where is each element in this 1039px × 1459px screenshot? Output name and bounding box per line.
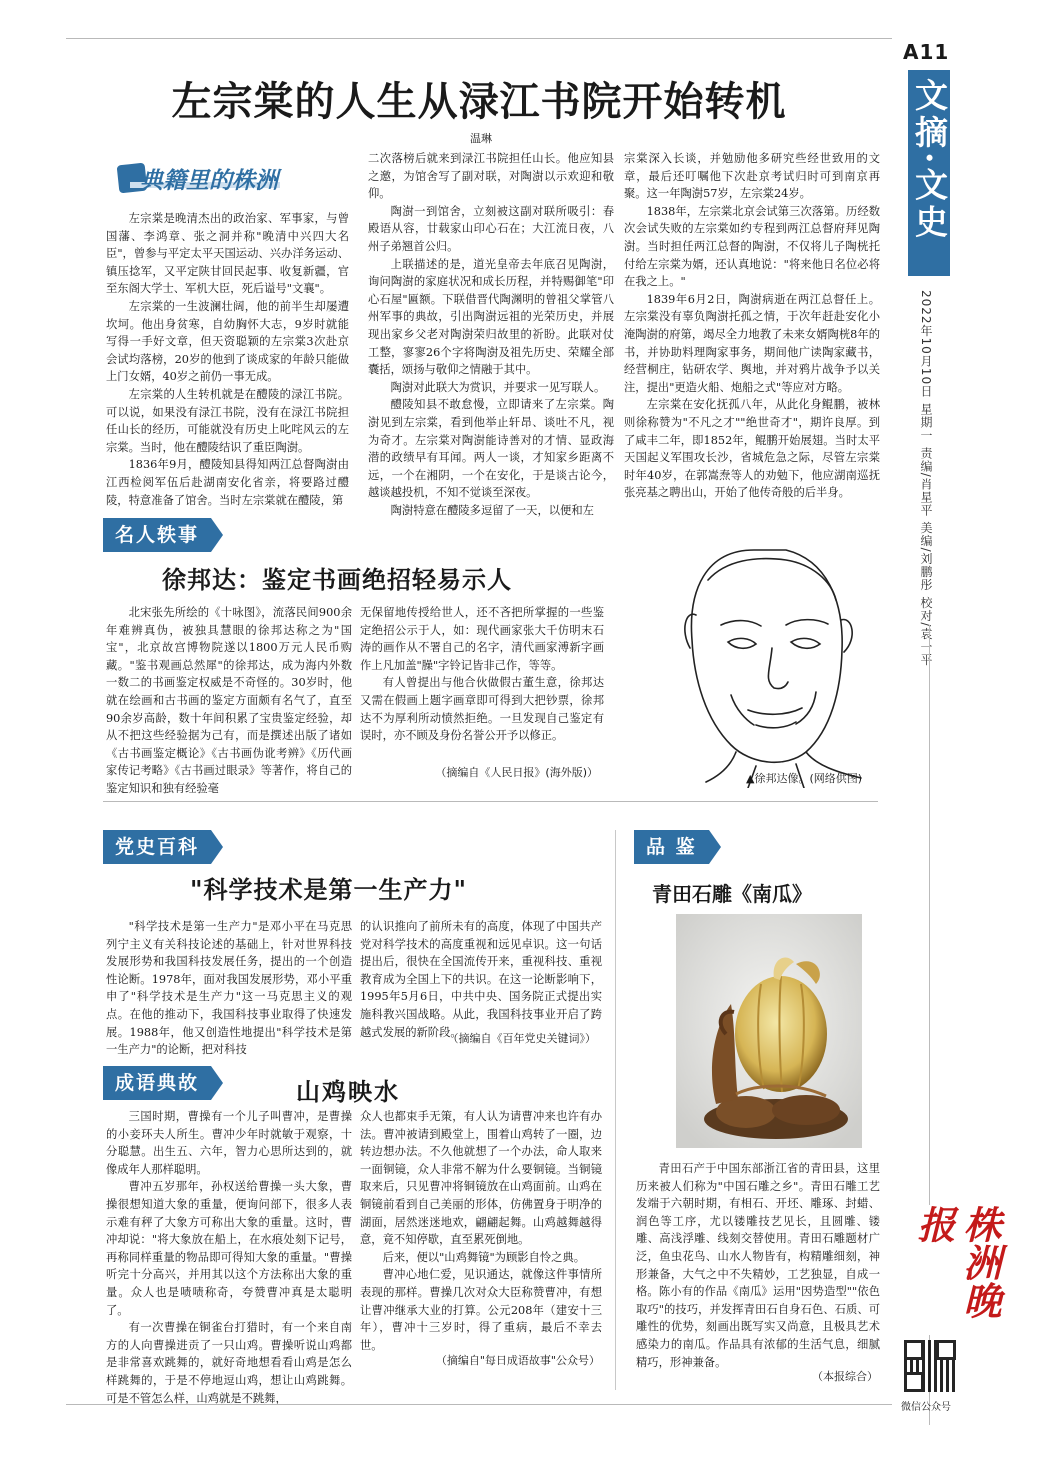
idiom-c2-p2: 后来，便以"山鸡舞镜"为顾影自怜之典。 [382, 1250, 586, 1264]
lead-c1-p1: 左宗棠是晚清杰出的政治家、军事家，与曾国藩、李鸿章、张之洞并称"晚清中兴四大名臣"，曾参与平定太平天国运动、兴办洋务运动、镇压捻军，又平定陕甘回民起事、收复新疆，官至东阁大学士、军机大臣，死后谥号"文襄"。 [106, 212, 349, 296]
section-title-block [908, 70, 950, 276]
divider-1 [103, 801, 878, 802]
appraisal-body [636, 1160, 880, 1371]
idiom-column-1 [106, 1108, 352, 1407]
lead-headline: 左宗棠的人生从渌江书院开始转机 [171, 79, 787, 125]
party-source: （摘编自《百年党史关键词》） [447, 1032, 596, 1045]
idiom-c2-p3: 曹冲心地仁爱，见识通达，就像这件事情所表现的那样。曹操几次对众大臣称赞曹冲，有想让曹冲继承大业的打算。公元208年（建安十三年），曹冲十三岁时，得了重病，最后不幸去世。 [360, 1268, 602, 1352]
lead-c2-p2: 陶澍一到馆舍，立刻被这副对联所吸引：春殿语从容，廿载家山印心石在；大江流日夜，八州子弟翘首公归。 [368, 204, 614, 253]
brand-logo [910, 1205, 1002, 1335]
lead-c2-p5: 醴陵知县不敢怠慢，立即请来了左宗棠。陶澍见到左宗棠，看到他举止轩昂、谈吐不凡，视为奇才。左宗棠对陶澍能诗善对的才情、显政海潜的政绩早有耳闻。两人一谈，才知家乡距离不远，一个在湘阴，一个在安化，于是谈古论今，越谈越投机，不知不觉谈至深夜。 [368, 398, 614, 500]
date-line: 2022年10月10日 星期一 责编/肖星平 美编/刘鹏彤 校对/袁一平 [919, 290, 933, 667]
celebrity-c2-p2: 有人曾提出与他合伙做假古董生意，徐邦达又需在假画上题字画章即可得到大把钞票，徐邦达不为厚利所动愤然拒绝。一旦发现自己鉴定有误时，亦不顾及身份名誉公开予以修正。 [360, 676, 604, 743]
lead-c3-p3: 1839年6月2日，陶澍病逝在两江总督任上。左宗棠没有辜负陶澍托孤之情，于次年赶赴安化小淹陶澍的府第，竭尽全力地教了未来女婿陶桄8年的书，并协助料理陶家事务，期间他广读陶家藏书，经营桐庄，钻研农学、舆地，并对鸦片战争予以关注，提出"更造火船、炮船之式"等应对方略。 [624, 292, 880, 394]
lead-c2-p4: 陶澍对此联大为赏识，并要求一见写联人。 [390, 380, 606, 394]
celebrity-tag: 名人轶事 [103, 518, 211, 552]
lead-c1-p3: 左宗棠的人生转机就是在醴陵的渌江书院。可以说，如果没有渌江书院，没有在渌江书院担任山长的经历，可能就没有历史上叱咤风云的左宗棠。当时，他在醴陵结识了重臣陶澍。 [106, 387, 349, 454]
celebrity-source: （摘编自《人民日报》(海外版)） [435, 766, 598, 779]
divider-vertical [615, 830, 616, 1390]
party-c2-p1: 的认识推向了前所未有的高度，体现了中国共产党对科学技术的高度重视和远见卓识。这一句话提出后，很快在全国流传开来，重视科技、重视教育成为全国上下的共识。在这一论断影响下，1995年5月6日，中共中央、国务院正式提出实施科教兴国战略。从此，我国科技事业开启了跨越式发展的新阶段。 [360, 920, 602, 1039]
lead-c2-p1: 二次落榜后就来到渌江书院担任山长。他应知县之邀，为馆舍写了副对联，对陶澍以示欢迎和敬仰。 [368, 152, 614, 201]
celebrity-c2-p1: 无保留地传授给世人，还不吝把所掌握的一些鉴定绝招公示于人，如：现代画家张大千仿明末石涛的画作从不署自己的名字，清代画家溥新字画作上凡加盖"臊"字铃记皆非己作，等等。 [360, 606, 604, 672]
top-rule [66, 38, 892, 39]
qr-code [904, 1340, 956, 1392]
qr-caption: 微信公众号 [901, 1402, 951, 1413]
appraisal-source: （本报综合） [812, 1370, 878, 1383]
brand-text: 株洲晚报 [911, 1205, 1002, 1319]
idiom-tag: 成语典故 [103, 1066, 211, 1100]
appraisal-headline: 青田石雕《南瓜》 [652, 882, 812, 906]
party-column-1 [106, 918, 352, 1059]
idiom-c1-p2: 曹冲五岁那年，孙权送给曹操一头大象，曹操很想知道大象的重量，便询问部下，很多人表示难有秤了大象方可称出大象的重量。这时，曹冲却说："将大象放在船上，在水痕处刻下记号，再称同样重量的物品即可得知大象的重量。"曹操听完十分高兴，并用其以这个方法称出大象的重量。众人也是啧啧称奇，夸赞曹冲真是太聪明了。 [106, 1180, 352, 1317]
party-c1-p1: "科学技术是第一生产力"是邓小平在马克思列宁主义有关科技论述的基础上，针对世界科技发展形势和我国科技发展任务，提出的一个创造性论断。1978年，面对我国发展形势，邓小平重申了"科学技术是生产力"这一马克思主义的观点。在他的推动下，我国科技事业取得了快速发展。1988年，他又创造性地提出"科学技术是第一生产力"的论断，把对科技 [106, 920, 352, 1057]
idiom-headline: 山鸡映水 [296, 1077, 400, 1106]
idiom-c2-p1: 众人也都束手无策，有人认为请曹冲来也许有办法。曹冲被请到殿堂上，围着山鸡转了一圈，边转边想办法。不久他就想了一个办法，命人取来一面铜镜，众人非常不解为什么要铜镜。当铜镜取来后，只见曹冲将铜镜放在山鸡面前。山鸡在铜镜前看到自己美丽的形体，仿佛置身于明净的湖面，居然迷迷地欢，翩翩起舞。山鸡越舞越得意，竟不知停歇，直至累死倒地。 [360, 1110, 602, 1247]
lead-c1-p4: 1836年9月，醴陵知县得知两江总督陶澍由江西检阅军伍后赴湖南安化省亲，将要路过醴陵，特意准备了馆舍。当时左宗棠就在醴陵，第 [106, 458, 349, 507]
celebrity-headline: 徐邦达：鉴定书画绝招轻易示人 [162, 565, 512, 594]
pumpkin-sculpture-photo [676, 914, 862, 1148]
celebrity-column-2 [360, 604, 604, 745]
party-tag: 党史百科 [103, 830, 211, 864]
lead-author: 温琳 [470, 132, 492, 145]
party-column-2 [360, 918, 602, 1041]
celebrity-c1-p1: 北宋张先所绘的《十咏图》，流落民间900余年难辨真伪，被独具慧眼的徐邦达称之为"国宝"，北京故宫博物院遂以1800万元人民币购藏。"鉴书观画总然犀"的徐邦达，成为海内外数一数二的书画鉴定权威是不奇怪的。30岁时，他就在绘画和古书画的鉴定方面颇有名气了，直至90余岁高龄，数十年间积累了宝贵鉴定经验，却从不把这些经验据为己有，而是撰述出版了诸如《古书画鉴定概论》《古书画伪讹考辨》《历代画家传记考略》《古书画过眼录》等著作，将自己的鉴定知识和独有经验毫 [106, 606, 352, 795]
appraisal-tag: 品 鉴 [634, 830, 709, 864]
lead-c3-p2: 1838年，左宗棠北京会试第三次落第。历经数次会试失败的左宗棠如约专程到两江总督府拜见陶澍。当时担任两江总督的陶澍，不仅将儿子陶桄托付给左宗棠为婿，还认真地说："将来他日名位必将在我之上。" [624, 204, 880, 289]
lead-c1-p2: 左宗棠的一生波澜壮阔，他的前半生却屡遭坎坷。他出身贫寒，自幼胸怀大志，9岁时就能写得一手好文章，但天资聪颖的左宗棠3次赴京会试均落榜，20岁的他到了谈成家的年龄只能做上门女婿，40岁之前仍一事无成。 [106, 299, 349, 384]
idiom-source: （摘编自"每日成语故事"公众号） [435, 1354, 600, 1367]
column-badge-text: 典籍里的株洲 [140, 168, 278, 194]
idiom-column-2 [360, 1108, 602, 1354]
lead-column-1 [106, 210, 349, 509]
lead-c3-p4: 左宗棠在安化抚孤八年，从此化身鲲鹏，被林则徐称赞为"不凡之才""绝世奇才"，期许良厚。到了咸丰二年，即1852年，鲲鹏开始展翅。当时太平天国起义军围攻长沙，省城危急之际，尽管左宗棠时年40岁，在郭嵩焘等人的劝勉下，他应湖南巡抚张亮基之聘出山，开始了他传奇般的后半身。 [624, 398, 880, 500]
lead-c2-p6: 陶澍特意在醴陵多逗留了一天，以便和左 [390, 503, 594, 517]
portrait-caption: ▲徐邦达像。(网络供图) [746, 772, 863, 785]
portrait-sketch [636, 520, 886, 788]
bottom-rule [66, 1404, 892, 1405]
page-number: A11 [903, 40, 950, 64]
lead-c3-p1: 宗棠深入长谈，并勉励他多研究些经世致用的文章，最后还叮嘱他下次赴京考试归时可到南京再聚。这一年陶澍57岁，左宗棠24岁。 [624, 152, 880, 201]
appraisal-p1: 青田石产于中国东部浙江省的青田县，这里历来被人们称为"中国石雕之乡"。青田石雕工艺发端于六朝时期，有相石、开坯、雕琢、封蜡、润色等工序，尤以镂雕技艺见长，且圆雕、镂雕、高浅浮雕、线刻交替使用。青田石雕题材广泛，鱼虫花鸟、山水人物皆有，构精雕细刻，神形兼备，大气之中不失精妙，工艺独显，自成一格。陈小有的作品《南瓜》运用"因势造型""依色取巧"的技巧，并发挥青田石自身石色、石质、可雕性的优势，刻画出既写实又尚意，且极具艺术感染力的南瓜。作品具有浓郁的生活气息，细腻精巧，形神兼备。 [636, 1162, 880, 1369]
section-title: 文摘·文史 [910, 78, 949, 242]
celebrity-column-1 [106, 604, 352, 798]
lead-c2-p3: 上联描述的是，道光皇帝去年底召见陶澍，询问陶澍的家庭状况和成长历程，并特赐御笔"印心石屋"匾额。下联借晋代陶渊明的曾祖父掌管八州军事的典故，引出陶澍远祖的光荣历史，并展现出家乡父老对陶澍荣归故里的祈盼。此联对仗工整，寥寥26个字将陶澍及祖先历史、荣耀全部囊括，颂扬与敬仰之情融于其中。 [368, 257, 614, 377]
lead-column-2 [368, 150, 614, 519]
lead-column-3 [624, 150, 880, 502]
idiom-c1-p1: 三国时期，曹操有一个儿子叫曹冲，是曹操的小妾环夫人所生。曹冲少年时就敏于观察，十分聪慧。出生五、六年，智力心思所达到的，就像成年人那样聪明。 [106, 1110, 352, 1176]
column-badge [118, 158, 288, 198]
idiom-c1-p3: 有一次曹操在铜雀台打猎时，有一个来自南方的人向曹操进贡了一只山鸡。曹操听说山鸡都是非常喜欢跳舞的，就好奇地想看看山鸡是怎么样跳舞的，于是不停地逗山鸡，想让山鸡跳舞。可是不管怎么样，山鸡就是不跳舞， [106, 1321, 352, 1405]
party-headline: "科学技术是第一生产力" [190, 875, 468, 904]
